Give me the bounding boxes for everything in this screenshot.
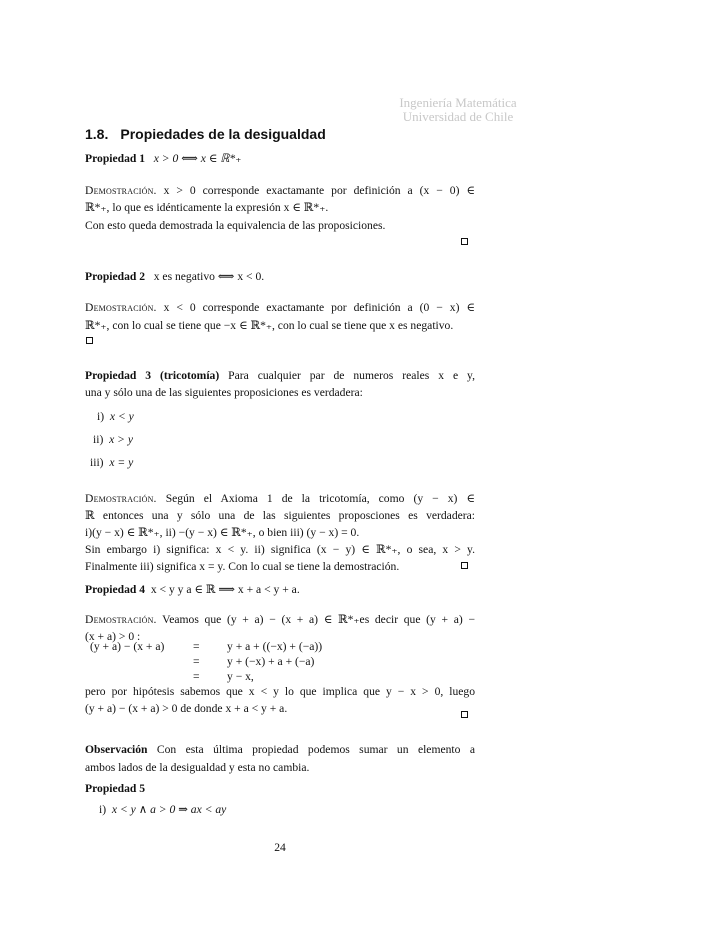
list-item (93, 434, 133, 446)
proof-1-text-1: x > 0 corresponde exactamante por definición a (x − 0) ∈ (163, 184, 475, 197)
header-institution: Ingeniería Matemática (399, 95, 517, 110)
section-title-text: Propiedades de la desigualdad (120, 126, 326, 142)
property-2-statement: x es negativo ⟺ x < 0. (153, 270, 265, 283)
property-4-label: Propiedad 4 (85, 583, 146, 596)
list-item-number: i) (99, 803, 107, 816)
list-item (97, 411, 134, 423)
section-number: 1.8. (85, 126, 109, 142)
equation-op: = (193, 655, 200, 668)
proof-1-line-3: Con esto queda demostrada la equivalencia de las proposiciones. (85, 219, 386, 232)
list-item-text: x < y ∧ a > 0 ⇒ ax < ay (111, 803, 227, 816)
proof-4-label: Demostración. (85, 613, 157, 626)
equation-rhs: y − x, (227, 670, 254, 683)
property-5-label: Propiedad 5 (85, 782, 146, 795)
property-4-statement: x < y y a ∈ ℝ ⟹ x + a < y + a. (150, 583, 300, 596)
qed-symbol (461, 562, 468, 569)
proof-3-line-3: i)(y − x) ∈ ℝ*₊, ii) −(y − x) ∈ ℝ*₊, o bien iii) (y − x) = 0. (85, 526, 360, 539)
qed-symbol (461, 238, 468, 245)
list-item (90, 457, 133, 469)
page-number: 24 (274, 841, 286, 854)
list-item-text: x > y (109, 433, 134, 446)
proof-1-line-2: ℝ*₊, lo que es idénticamente la expresión x ∈ ℝ*₊. (85, 201, 329, 214)
proof-4-line-1 (85, 614, 475, 626)
equation-op: = (193, 640, 200, 653)
list-item (99, 804, 226, 816)
observation-label: Observación (85, 743, 148, 756)
property-4 (85, 584, 300, 596)
property-2-label: Propiedad 2 (85, 270, 146, 283)
equation-rhs: y + (−x) + a + (−a) (227, 655, 315, 668)
list-item-text: x = y (109, 456, 134, 469)
proof-4-line-2: (x + a) > 0 : (85, 630, 141, 643)
proof-3-line-5: Finalmente iii) significa x = y. Con lo cual se tiene la demostración. (85, 560, 400, 573)
proof-3-text-1: Según el Axioma 1 de la tricotomía, como (y − x) ∈ (165, 492, 475, 505)
property-3-label: Propiedad 3 (tricotomía) (85, 369, 220, 382)
section-title (85, 127, 326, 141)
header-university: Universidad de Chile (402, 109, 514, 124)
proof-3-line-2: ℝ entonces una y sólo una de las siguientes proposciones es verdadera: (85, 509, 475, 522)
property-2 (85, 271, 264, 283)
proof-4-line-3: pero por hipótesis sabemos que x < y lo que implica que y − x > 0, luego (85, 685, 475, 698)
proof-4-line-4: (y + a) − (x + a) > 0 de donde x + a < y + a. (85, 702, 288, 715)
list-item-number: i) (97, 410, 105, 423)
qed-symbol (86, 337, 93, 344)
proof-2-text-1: x < 0 corresponde exactamante por definición a (0 − x) ∈ (163, 301, 475, 314)
proof-3-line-4: Sin embargo i) significa: x < y. ii) significa (x − y) ∈ ℝ*₊, o sea, x > y. (85, 543, 475, 556)
equation-lhs: (y + a) − (x + a) (90, 640, 165, 653)
equation-rhs: y + a + ((−x) + (−a)) (227, 640, 323, 653)
property-3-statement-1: Para cualquier par de numeros reales x e y, (228, 369, 475, 382)
proof-4-text-1: Veamos que (y + a) − (x + a) ∈ ℝ*₊es decir que (y + a) − (162, 613, 475, 626)
property-1 (85, 153, 241, 165)
property-1-label: Propiedad 1 (85, 152, 146, 165)
list-item-number: iii) (90, 456, 104, 469)
qed-symbol (461, 711, 468, 718)
proof-3-label: Demostración. (85, 492, 157, 505)
list-item-number: ii) (93, 433, 104, 446)
property-3-line-2: una y sólo una de las siguientes proposiciones es verdadera: (85, 386, 363, 399)
observation-line-2: ambos lados de la desigualdad y esta no cambia. (85, 761, 310, 774)
proof-1-line-1 (85, 185, 475, 197)
list-item-text: x < y (109, 410, 134, 423)
proof-2-label: Demostración. (85, 301, 157, 314)
proof-1-label: Demostración. (85, 184, 157, 197)
observation-text-1: Con esta última propiedad podemos sumar un elemento a (156, 743, 475, 756)
proof-3-line-1 (85, 493, 475, 505)
observation-line-1 (85, 744, 475, 756)
equation-op: = (193, 670, 200, 683)
property-3-line-1 (85, 370, 475, 382)
proof-2-line-2: ℝ*₊, con lo cual se tiene que −x ∈ ℝ*₊, con lo cual se tiene que x es negativo. (85, 319, 454, 332)
proof-2-line-1 (85, 302, 475, 314)
property-1-statement: x > 0 ⟺ x ∈ ℝ*₊ (153, 152, 242, 165)
